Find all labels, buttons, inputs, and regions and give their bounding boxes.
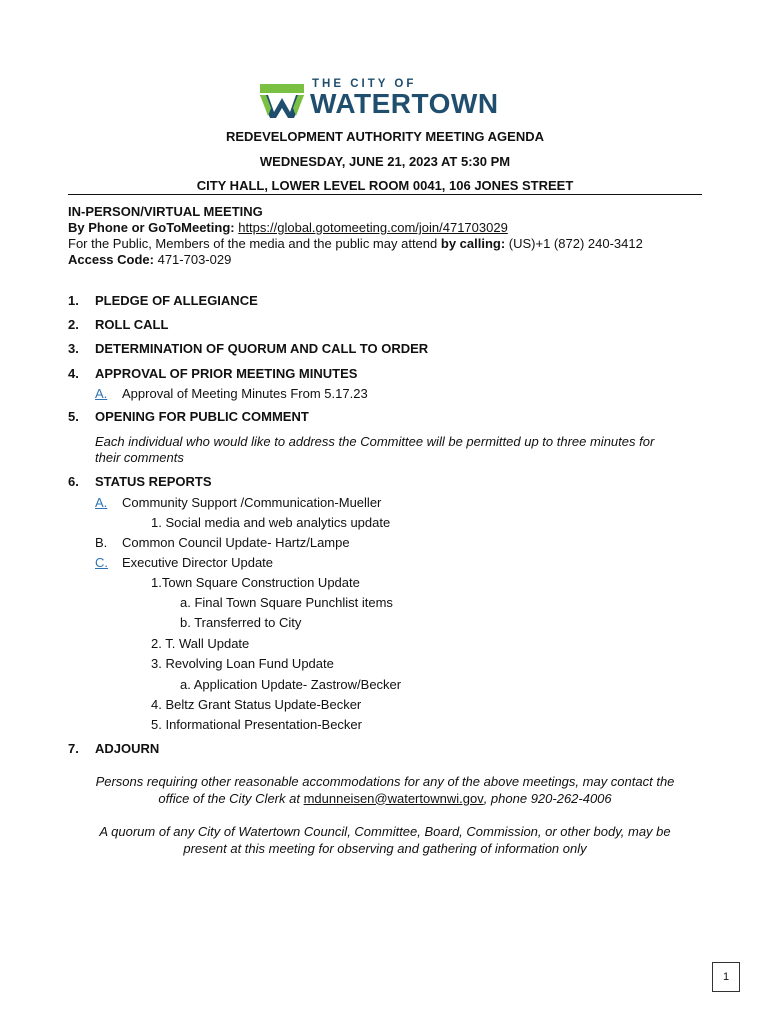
meeting-type: IN-PERSON/VIRTUAL MEETING: [68, 204, 263, 219]
item-number: 7.: [68, 741, 79, 756]
sub-item: 4. Beltz Grant Status Update-Becker: [151, 697, 362, 712]
quorum-line: present at this meeting for observing and gathering of information only: [183, 840, 587, 856]
item-title: APPROVAL OF PRIOR MEETING MINUTES: [95, 366, 358, 381]
access-code: 471-703-029: [153, 252, 232, 267]
item-number: 2.: [68, 317, 79, 332]
item-title: ROLL CALL: [95, 317, 169, 332]
meeting-date: WEDNESDAY, JUNE 21, 2023 AT 5:30 PM: [259, 154, 511, 169]
sub-item: Executive Director Update: [122, 555, 274, 570]
public-comment-note: their comments: [95, 450, 184, 465]
quorum-note: [60, 824, 710, 857]
phone-line: [68, 220, 508, 235]
agenda-title: REDEVELOPMENT AUTHORITY MEETING AGENDA: [225, 129, 545, 144]
item-title: ADJOURN: [95, 741, 160, 756]
public-phone: (US)+1 (872) 240-3412: [505, 236, 643, 251]
quorum-line: A quorum of any City of Watertown Council, Committee, Board, Commission, or other body, may be: [99, 824, 671, 839]
public-line: [68, 236, 643, 251]
sub-item: Community Support /Communication-Mueller: [122, 495, 382, 510]
public-comment-note: Each individual who would like to address the Committee will be permitted up to three minutes for: [95, 434, 655, 449]
page-number: 1: [712, 962, 740, 992]
public-bold: by calling:: [440, 236, 506, 251]
public-prefix: For the Public, Members of the media and the public may attend: [68, 236, 441, 251]
item-number: 5.: [68, 409, 79, 424]
item-title: OPENING FOR PUBLIC COMMENT: [95, 409, 309, 424]
acc-prefix: office of the City Clerk at: [158, 790, 304, 806]
access-label: Access Code:: [68, 252, 154, 267]
accommodations-line: Persons requiring other reasonable accommodations for any of the above meetings, may contact the: [95, 774, 675, 789]
sub-item: a. Final Town Square Punchlist items: [180, 595, 393, 610]
logo-main-text: WATERTOWN: [310, 88, 499, 119]
item-letter-link[interactable]: A.: [95, 495, 108, 510]
sub-item: 1.Town Square Construction Update: [151, 575, 360, 590]
item-number: 3.: [68, 341, 79, 356]
meeting-location: CITY HALL, LOWER LEVEL ROOM 0041, 106 JONES STREET: [196, 178, 574, 193]
item-letter-link[interactable]: A.: [95, 386, 108, 401]
sub-item: b. Transferred to City: [180, 615, 302, 630]
accommodations-note: [60, 774, 710, 807]
accommodations-line: [60, 791, 710, 808]
acc-suffix: , phone 920-262-4006: [483, 790, 612, 806]
sub-item: 2. T. Wall Update: [151, 636, 250, 651]
city-logo: [258, 78, 514, 122]
header-divider: [68, 194, 702, 195]
item-number: 6.: [68, 474, 79, 489]
item-letter: B.: [95, 535, 108, 550]
access-line: [68, 252, 231, 267]
item-number: 1.: [68, 293, 79, 308]
sub-item: a. Application Update- Zastrow/Becker: [180, 677, 402, 692]
watertown-logo-mark-icon: [258, 82, 306, 118]
phone-label: By Phone or GoToMeeting:: [68, 220, 235, 235]
gotomeeting-link[interactable]: https://global.gotomeeting.com/join/471703029: [238, 220, 508, 235]
clerk-email-link[interactable]: mdunneisen@watertownwi.gov: [303, 790, 484, 806]
item-letter-link[interactable]: C.: [95, 555, 108, 570]
sub-item: 3. Revolving Loan Fund Update: [151, 656, 334, 671]
item-title: DETERMINATION OF QUORUM AND CALL TO ORDER: [95, 341, 429, 356]
sub-item: 1. Social media and web analytics update: [151, 515, 391, 530]
item-number: 4.: [68, 366, 79, 381]
item-title: PLEDGE OF ALLEGIANCE: [95, 293, 258, 308]
sub-item: Common Council Update- Hartz/Lampe: [122, 535, 350, 550]
logo-top-text: THE CITY OF: [312, 78, 417, 90]
item-title: STATUS REPORTS: [95, 474, 212, 489]
sub-item: 5. Informational Presentation-Becker: [151, 717, 362, 732]
sub-item: Approval of Meeting Minutes From 5.17.23: [122, 386, 368, 401]
